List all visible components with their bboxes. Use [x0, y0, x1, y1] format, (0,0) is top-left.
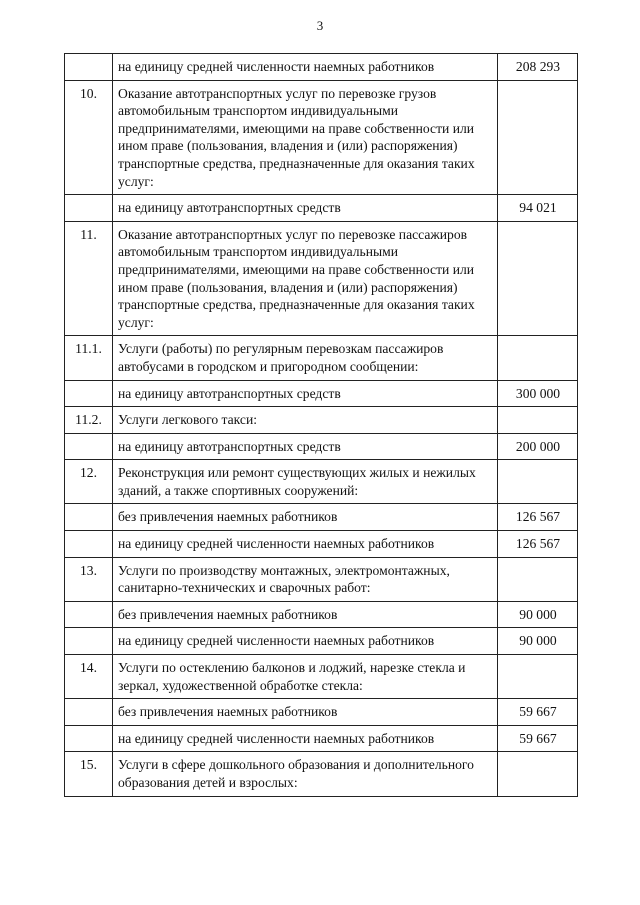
row-value: 300 000 [498, 380, 578, 407]
table-row [65, 504, 578, 531]
row-value: 90 000 [498, 628, 578, 655]
row-description: на единицу средней численности наемных работников [113, 531, 498, 558]
row-description: на единицу автотранспортных средств [113, 433, 498, 460]
row-description: Услуги по остеклению балконов и лоджий, нарезке стекла и зеркал, художественной обработке стекла: [113, 655, 498, 699]
row-value [498, 557, 578, 601]
row-value: 200 000 [498, 433, 578, 460]
row-value: 208 293 [498, 54, 578, 81]
table-row [65, 433, 578, 460]
table-row [65, 628, 578, 655]
table-row [65, 336, 578, 380]
row-description: Оказание автотранспортных услуг по перевозке пассажиров автомобильным транспортом индивидуальными предпринимателями, имеющими на праве собственности или ином праве (пользования, владения и (или) распоряжения) транспортные средства, предназначенные для оказания таких услуг: [113, 221, 498, 336]
row-value: 126 567 [498, 531, 578, 558]
row-number [65, 699, 113, 726]
table-row [65, 655, 578, 699]
row-value [498, 655, 578, 699]
row-number: 13. [65, 557, 113, 601]
row-value [498, 752, 578, 796]
table-row [65, 80, 578, 195]
table-row [65, 460, 578, 504]
table-row [65, 221, 578, 336]
row-description: Оказание автотранспортных услуг по перевозке грузов автомобильным транспортом индивидуальными предпринимателями, имеющими на праве собственности или ином праве (пользования, владения и (или) распоряжения) транспортные средства, предназначенные для оказания таких услуг: [113, 80, 498, 195]
row-number: 11.2. [65, 407, 113, 434]
row-description: на единицу средней численности наемных работников [113, 628, 498, 655]
row-number [65, 628, 113, 655]
table-row [65, 195, 578, 222]
table-row [65, 54, 578, 81]
row-number [65, 433, 113, 460]
row-number [65, 531, 113, 558]
row-number [65, 195, 113, 222]
row-value [498, 407, 578, 434]
table-row [65, 601, 578, 628]
row-value: 94 021 [498, 195, 578, 222]
row-number [65, 380, 113, 407]
row-description: Услуги в сфере дошкольного образования и дополнительного образования детей и взрослых: [113, 752, 498, 796]
row-value: 59 667 [498, 725, 578, 752]
table-row [65, 531, 578, 558]
row-value [498, 221, 578, 336]
row-description: на единицу средней численности наемных работников [113, 725, 498, 752]
row-number [65, 601, 113, 628]
row-value: 59 667 [498, 699, 578, 726]
row-description: Услуги (работы) по регулярным перевозкам пассажиров автобусами в городском и пригородном сообщении: [113, 336, 498, 380]
table-row [65, 380, 578, 407]
row-description: Реконструкция или ремонт существующих жилых и нежилых зданий, а также спортивных сооружений: [113, 460, 498, 504]
row-number: 11.1. [65, 336, 113, 380]
row-description: без привлечения наемных работников [113, 601, 498, 628]
row-value [498, 336, 578, 380]
row-number: 10. [65, 80, 113, 195]
row-number: 15. [65, 752, 113, 796]
row-number: 12. [65, 460, 113, 504]
page-number: 3 [316, 18, 324, 33]
row-description: Услуги по производству монтажных, электромонтажных, санитарно-технических и сварочных работ: [113, 557, 498, 601]
row-number: 11. [65, 221, 113, 336]
tax-rates-table [64, 53, 578, 797]
row-number [65, 504, 113, 531]
table-row [65, 557, 578, 601]
row-description: на единицу автотранспортных средств [113, 195, 498, 222]
row-number [65, 54, 113, 81]
row-number [65, 725, 113, 752]
row-description: на единицу автотранспортных средств [113, 380, 498, 407]
row-description: без привлечения наемных работников [113, 504, 498, 531]
row-description: на единицу средней численности наемных работников [113, 54, 498, 81]
table-row [65, 407, 578, 434]
row-number: 14. [65, 655, 113, 699]
row-description: Услуги легкового такси: [113, 407, 498, 434]
table-row [65, 699, 578, 726]
row-description: без привлечения наемных работников [113, 699, 498, 726]
row-value: 126 567 [498, 504, 578, 531]
row-value: 90 000 [498, 601, 578, 628]
row-value [498, 80, 578, 195]
row-value [498, 460, 578, 504]
table-row [65, 752, 578, 796]
table-row [65, 725, 578, 752]
